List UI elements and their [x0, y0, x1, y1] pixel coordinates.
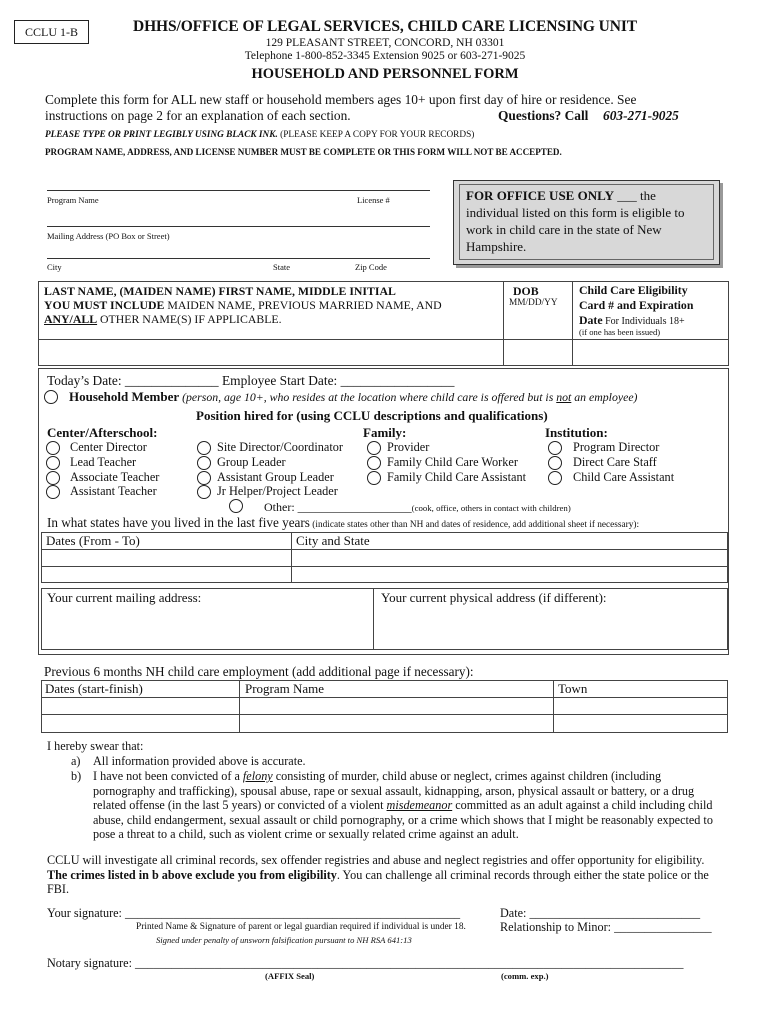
lead-teacher-label: Lead Teacher [70, 455, 137, 469]
agency-title: DHHS/OFFICE OF LEGAL SERVICES, CHILD CARE LICENSING UNIT [132, 18, 638, 35]
associate-teacher-radio[interactable] [46, 471, 60, 485]
city-label: City [47, 262, 62, 272]
residence-question-text: In what states have you lived in the last five years [47, 515, 310, 530]
intro-line-2: instructions on page 2 for an explanation of each section. [45, 108, 351, 123]
provider-label: Provider [387, 440, 430, 454]
questions-phone[interactable]: 603-271-9025 [603, 108, 679, 123]
associate-teacher-label: Associate Teacher [70, 470, 160, 484]
physical-address-header[interactable]: Your current physical address (if different): [381, 590, 607, 605]
oath-b-post: committed as an adult against a child including child abuse, child endangerment, sexual assault or child pornography, or a crime which shows that I might be reasonably expected to pose a threat to a child, such as violent crime or sexually related crime against an adult. [93, 798, 713, 842]
program-name-label: Program Name [47, 195, 99, 205]
program-name-line[interactable] [47, 190, 430, 191]
investigation-post: . You can challenge all criminal records through either the state police or the FBI. [47, 867, 709, 897]
direct-care-radio[interactable] [548, 456, 562, 470]
penalty-note: Signed under penalty of unsworn falsification pursuant to NH RSA 641:13 [156, 935, 412, 945]
institution-heading: Institution: [545, 425, 608, 440]
provider-radio[interactable] [367, 441, 381, 455]
family-worker-label: Family Child Care Worker [387, 455, 518, 469]
investigation-pre: CCLU will investigate all criminal records, sex offender registries and abuse and neglect registries and offer opportunity for eligibility. [47, 853, 705, 867]
jr-helper-label: Jr Helper/Project Leader [217, 484, 338, 498]
site-director-label: Site Director/Coordinator [217, 440, 344, 454]
previous-town-header: Town [558, 681, 588, 696]
previous-input-row-1[interactable] [42, 698, 727, 713]
jr-helper-radio[interactable] [197, 485, 211, 499]
any-all-rest: OTHER NAME(S) IF APPLICABLE. [97, 312, 282, 326]
dob-input-cell[interactable] [504, 340, 571, 365]
family-assistant-radio[interactable] [367, 471, 381, 485]
previous-dates-header: Dates (start-finish) [45, 681, 143, 696]
residence-city-header: City and State [296, 533, 370, 548]
questions-label: Questions? Call [498, 108, 589, 123]
group-leader-radio[interactable] [197, 456, 211, 470]
form-title: HOUSEHOLD AND PERSONNEL FORM [251, 66, 519, 82]
assistant-group-leader-label: Assistant Group Leader [217, 470, 334, 484]
elig-date-rest: For Individuals 18+ [602, 316, 685, 327]
family-assistant-label: Family Child Care Assistant [387, 470, 527, 484]
oath-b-mid: consisting of murder, child abuse or neglect, crimes against children (including pornography and trafficking), spousal abuse, rape or sexual assault, kidnapping, arson, physical assault or battery, or a drug related offense (in the last 5 years) or convicted of a violent [93, 769, 695, 813]
notary-signature-line[interactable]: Notary signature: __________________________________________________________________________________________ [47, 956, 684, 970]
program-director-radio[interactable] [548, 441, 562, 455]
elig-header-2: Card # and Expiration [579, 298, 694, 312]
residence-dates-input-1[interactable] [42, 550, 290, 565]
affix-seal-label: (AFFIX Seal) [265, 971, 315, 981]
relationship-line[interactable]: Relationship to Minor: ________________ [500, 920, 712, 934]
dob-format: MM/DD/YY [509, 298, 558, 308]
other-label: Other: ___________________ [264, 500, 412, 514]
agency-address: 129 PLEASANT STREET, CONCORD, NH 03301 [265, 37, 505, 49]
must-include-rest: MAIDEN NAME, PREVIOUS MARRIED NAME, AND [164, 298, 442, 312]
previous-input-row-2[interactable] [42, 715, 727, 732]
notice-program: PROGRAM NAME, ADDRESS, AND LICENSE NUMBER MUST BE COMPLETE OR THIS FORM WILL NOT BE ACCEPTED. [45, 147, 562, 157]
household-note-not: not [556, 390, 572, 404]
oath-a-text: All information provided above is accurate. [93, 754, 306, 768]
child-care-assistant-radio[interactable] [548, 471, 562, 485]
elig-header-1: Child Care Eligibility [579, 283, 688, 297]
agency-phone: Telephone 1-800-852-3345 Extension 9025 or 603-271-9025 [244, 50, 526, 62]
investigation-bold: The crimes listed in b above exclude you from eligibility [47, 867, 337, 882]
comm-exp-label: (comm. exp.) [501, 971, 549, 981]
office-use-text [459, 184, 714, 260]
any-all-bold: ANY/ALL [44, 312, 98, 326]
elig-input-cell[interactable] [573, 340, 728, 365]
name-header-line-2 [44, 298, 442, 313]
address-col-divider [373, 588, 374, 650]
elig-header-3 [579, 313, 685, 328]
notice-ink-bold: PLEASE TYPE OR PRINT LEGIBLY USING BLACK INK. [45, 130, 278, 140]
center-director-radio[interactable] [46, 441, 60, 455]
oath-a-marker: a) [71, 754, 81, 768]
todays-date-line[interactable]: Today’s Date: ______________ Employee Start Date: _________________ [47, 373, 455, 388]
felony-term: felony [242, 769, 273, 783]
other-radio[interactable] [229, 499, 243, 513]
group-leader-label: Group Leader [217, 455, 286, 469]
notice-ink [45, 130, 474, 140]
intro-line-1: Complete this form for ALL new staff or household members ages 10+ upon first day of hire or residence. See [45, 92, 637, 107]
notice-ink-rest: (PLEASE KEEP A COPY FOR YOUR RECORDS) [277, 130, 475, 140]
lead-teacher-radio[interactable] [46, 456, 60, 470]
must-include-bold: YOU MUST INCLUDE [44, 298, 165, 312]
previous-employment-heading: Previous 6 months NH child care employment (add additional page if necessary): [44, 664, 474, 679]
your-signature-line[interactable]: Your signature: _______________________________________________________ [47, 906, 461, 920]
state-label: State [273, 262, 290, 272]
zip-label: Zip Code [355, 262, 387, 272]
household-member-label: Household Member [69, 389, 180, 404]
previous-program-header: Program Name [245, 681, 325, 696]
printed-name-note: Printed Name & Signature of parent or legal guardian required if individual is under 18. [136, 922, 466, 932]
center-heading: Center/Afterschool: [47, 425, 158, 440]
program-director-label: Program Director [573, 440, 660, 454]
oath-intro: I hereby swear that: [47, 739, 144, 753]
mailing-address-label: Mailing Address (PO Box or Street) [47, 231, 170, 241]
elig-date-bold: Date [579, 313, 603, 327]
investigation-text [47, 853, 727, 897]
license-label: License # [357, 195, 390, 205]
oath-b-pre: I have not been convicted of a [93, 769, 243, 783]
child-care-assistant-label: Child Care Assistant [573, 470, 675, 484]
assistant-teacher-label: Assistant Teacher [70, 484, 157, 498]
household-member-line [69, 389, 638, 405]
name-input-cell[interactable] [39, 340, 502, 365]
residence-question [47, 515, 639, 531]
dob-header: DOB [513, 284, 539, 298]
mailing-address-header[interactable]: Your current mailing address: [47, 590, 202, 605]
city-state-zip-line[interactable] [47, 258, 430, 259]
form-id-box: CCLU 1-B [14, 20, 89, 44]
residence-city-input-1[interactable] [292, 550, 727, 565]
other-line[interactable] [264, 500, 571, 515]
residence-note: (indicate states other than NH and dates of residence, add additional sheet if necessary): [309, 520, 640, 530]
residence-city-input-2[interactable] [292, 567, 727, 582]
assistant-group-leader-radio[interactable] [197, 471, 211, 485]
oath-b-marker: b) [71, 769, 82, 783]
elig-header-4: (if one has been issued) [579, 327, 661, 337]
mailing-address-line[interactable] [47, 226, 430, 227]
misdemeanor-term: misdemeanor [386, 798, 453, 813]
name-header-line-1: LAST NAME, (MAIDEN NAME) FIRST NAME, MIDDLE INITIAL [44, 284, 396, 298]
household-note-a: (person, age 10+, who resides at the location where child care is offered but is [179, 390, 557, 404]
family-worker-radio[interactable] [367, 456, 381, 470]
residence-dates-header: Dates (From - To) [46, 533, 140, 548]
site-director-radio[interactable] [197, 441, 211, 455]
other-note: (cook, office, others in contact with children) [411, 503, 571, 513]
direct-care-label: Direct Care Staff [573, 455, 657, 469]
date-line[interactable]: Date: ____________________________ [500, 906, 701, 920]
name-header-line-3 [44, 312, 282, 327]
family-heading: Family: [363, 425, 407, 440]
oath-b-text [93, 769, 725, 842]
center-director-label: Center Director [70, 440, 147, 454]
position-heading: Position hired for (using CCLU descriptions and qualifications) [196, 408, 548, 423]
office-use-box [453, 180, 720, 265]
household-note-b: an employee) [571, 390, 638, 404]
residence-dates-input-2[interactable] [42, 567, 290, 582]
office-use-bold: FOR OFFICE USE ONLY [466, 188, 614, 203]
household-member-radio[interactable] [44, 390, 58, 404]
office-use-rest: ___ the individual listed on this form is eligible to work in child care in the state of New Hampshire. [466, 188, 685, 254]
assistant-teacher-radio[interactable] [46, 485, 60, 499]
